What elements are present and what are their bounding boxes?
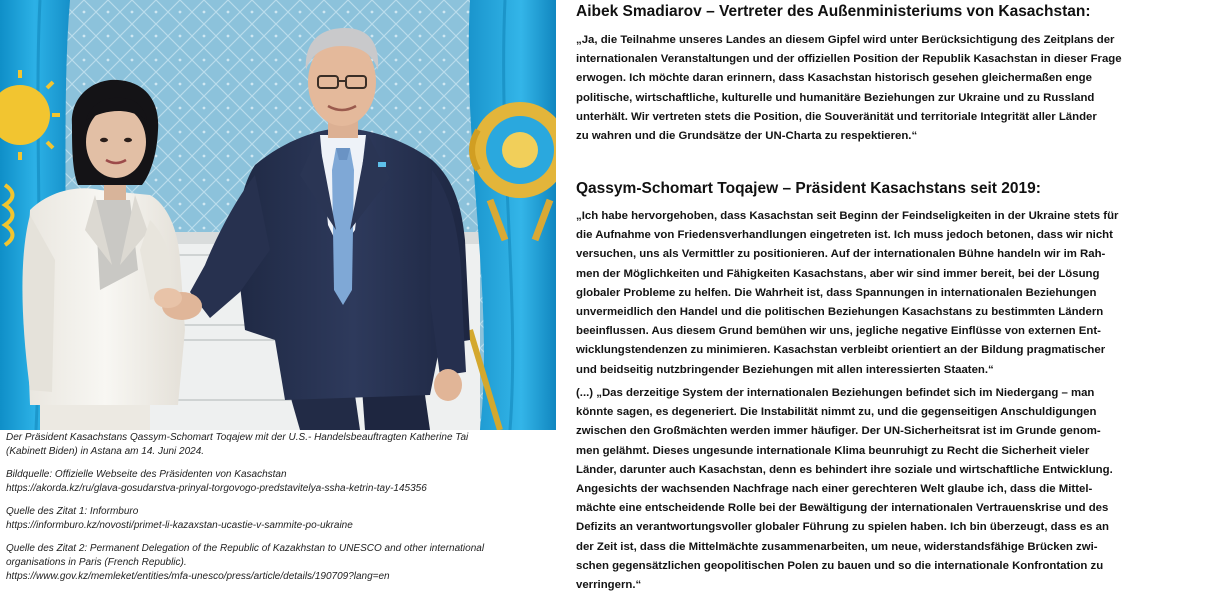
photo-caption	[6, 431, 554, 459]
quote-source-2	[6, 542, 554, 584]
image-source	[6, 468, 554, 496]
quote-line: Defizits an verantwortungsvoller globaler Führung zu spielen haben. Ich bin überzeugt, dass es an	[576, 521, 1109, 534]
speaker1-title: Aibek Smadiarov – Vertreter des Außenministeriums von Kasachstan:	[576, 3, 1091, 20]
quote-line: wicklungstendenzen zu minimieren. Kasachstan verbleibt orientiert an der Bildung pragmatischer	[576, 344, 1106, 357]
quote-line: könnte sagen, es degeneriert. Die Instabilität nimmt zu, und die gegenseitigen Anschuldigungen	[576, 406, 1097, 419]
quote-line: der Zeit ist, dass die Mittelmächte zusammenarbeiten, um neue, widerstandsfähige Brücken zwi-	[576, 540, 1098, 553]
caption-line: organisations in Paris (French Republic).	[6, 557, 187, 568]
quote-line: (...) „Das derzeitige System der internationalen Beziehungen befindet sich im Niedergang – man	[576, 387, 1095, 399]
quote-line: „Ja, die Teilnahme unseres Landes an diesem Gipfel wird unter Berücksichtigung des Zeitplans der	[576, 34, 1115, 46]
caption-line: Bildquelle: Offizielle Webseite des Präsidenten von Kasachstan	[6, 469, 287, 480]
quote-line: internationalen Veranstaltungen und der offiziellen Position der Republik Kasachstan in dieser Frage	[576, 53, 1122, 66]
quote-line: die Aufnahme von Friedensverhandlungen eingetreten ist. Ich muss jedoch betonen, dass wir nicht	[576, 229, 1113, 242]
caption-line: Quelle des Zitat 1: Informburo	[6, 506, 139, 517]
quote-line: schen gegensätzlichen geopolitischen Polen zu bauen und so die internationale Konfrontation zu	[576, 559, 1104, 572]
left-column	[0, 0, 556, 610]
quote-line: men der Möglichkeiten und Fähigkeiten Kasachstans, aber wir sind immer bereit, bei der Lösung	[576, 267, 1100, 280]
caption-line: Quelle des Zitat 2: Permanent Delegation of the Republic of Kazakhstan to UNESCO and other international	[6, 543, 485, 554]
press-photo	[0, 0, 556, 430]
quote-line: men gelähmt. Dieses ungesunde internationale Klima beunruhigt zu Recht die Sicherheit vieler	[576, 444, 1090, 457]
quote-line: Angesichts der wachsenden Nachfrage nach einer gerechteren Welt glaube ich, dass die Mittel-	[576, 483, 1093, 496]
speaker2-quote-2	[576, 384, 1196, 595]
caption-line: (Kabinett Biden) in Astana am 14. Juni 2024.	[6, 446, 205, 457]
quote-line: und beidseitig nutzbringender Beziehungen mit allen interessierten Staaten.“	[576, 363, 994, 376]
photo-handshake-icon	[0, 0, 556, 430]
quote-line: zwischen den Großmächten werden immer häufiger. Der UN-Sicherheitsrat ist im Grunde genom-	[576, 425, 1101, 438]
quote-line: versuchen, uns als Vermittler zu positionieren. Auf der internationalen Bühne handeln wir im Rah-	[576, 248, 1106, 261]
quote-line: erwogen. Ich möchte daran erinnern, dass Kasachstan historisch gesehen gleichermaßen enge	[576, 72, 1092, 85]
speaker2-title: Qassym-Schomart Toqajew – Präsident Kasachstans seit 2019:	[576, 180, 1041, 197]
quote-line: globaler Probleme zu helfen. Die Wahrheit ist, dass Spannungen in internationalen Beziehungen	[576, 286, 1097, 299]
right-column	[576, 0, 1200, 610]
quote-source-1	[6, 505, 554, 533]
quote-line: unterhält. Wir vertreten stets die Position, die Souveränität und territoriale Integrität aller Länder	[576, 110, 1097, 123]
speaker2-quote-1	[576, 207, 1196, 380]
quote-line: „Ich habe hervorgehoben, dass Kasachstan seit Beginn der Feindseligkeiten in der Ukraine stets für	[576, 210, 1119, 222]
source-url: https://www.gov.kz/memleket/entities/mfa-unesco/press/article/details/190709?lang=en	[6, 571, 390, 582]
source-url: https://informburo.kz/novosti/primet-li-kazaxstan-ucastie-v-sammite-po-ukraine	[6, 520, 353, 531]
quote-line: politische, wirtschaftliche, kulturelle und humanitäre Beziehungen zur Ukraine und zu Russland	[576, 91, 1095, 104]
quote-line: zu wahren und die Grundsätze der UN-Charta zu respektieren.“	[576, 130, 918, 143]
speaker1-quote	[576, 31, 1196, 146]
source-url: https://akorda.kz/ru/glava-gosudarstva-prinyal-torgovogo-predstavitelya-ssha-ketrin-tay-145356	[6, 483, 427, 494]
quote-line: mächte eine entscheidende Rolle bei der Bewältigung der internationalen Vertrauenskrise und des	[576, 502, 1109, 515]
caption-line: Der Präsident Kasachstans Qassym-Schomart Toqajew mit der U.S.- Handelsbeauftragten Katherine Tai	[6, 432, 469, 443]
quote-line: Länder, darunter auch Kasachstan, denn es behindert ihre soziale und wirtschaftliche Entwicklung.	[576, 463, 1113, 476]
quote-line: beeinflussen. Aus diesem Grund bemühen wir uns, jegliche negative Einflüsse von externen Ent-	[576, 325, 1101, 338]
captions	[6, 431, 554, 584]
quote-line: unvermeidlich den Handel und die politischen Beziehungen Kasachstans zu bestimmten Ländern	[576, 306, 1104, 319]
quote-line: verringern.“	[576, 579, 642, 592]
